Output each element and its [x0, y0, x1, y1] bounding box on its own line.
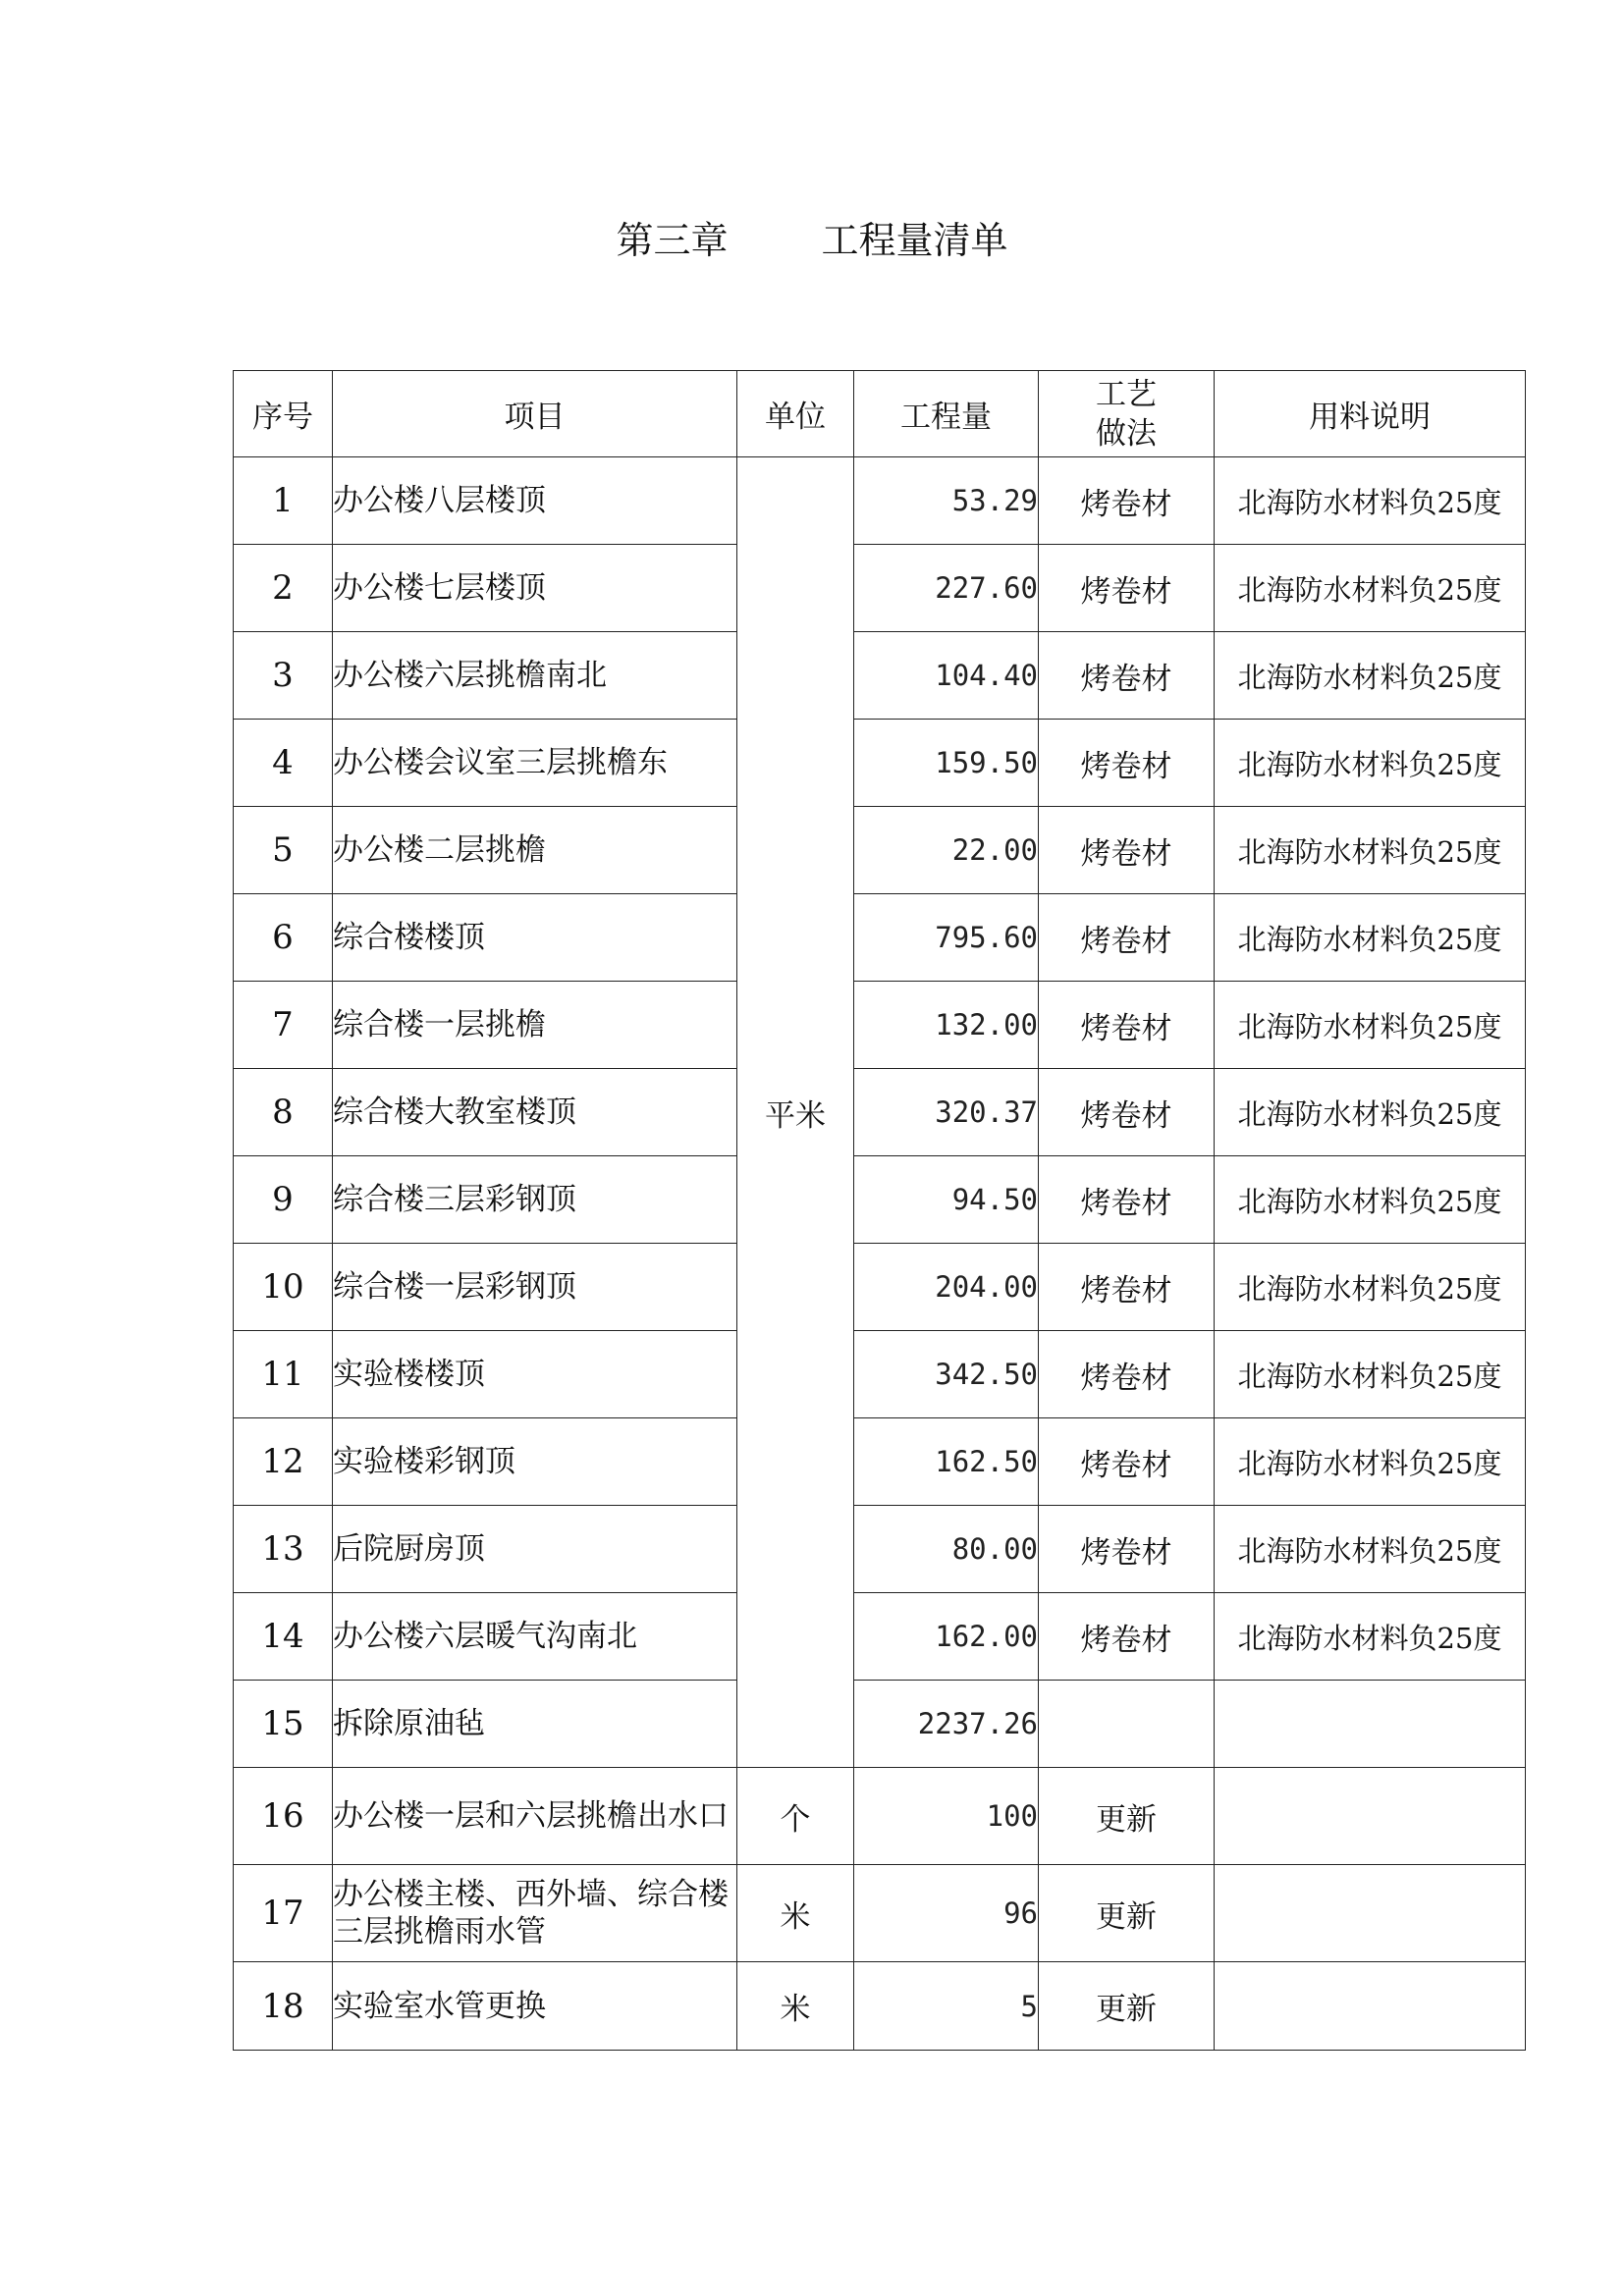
row-no: 14: [234, 1593, 333, 1681]
row-item: 实验楼楼顶: [333, 1331, 737, 1418]
row-no: 11: [234, 1331, 333, 1418]
row-no: 17: [234, 1865, 333, 1962]
row-method: 烤卷材: [1039, 1506, 1215, 1593]
row-item: 综合楼大教室楼顶: [333, 1069, 737, 1156]
row-note: 北海防水材料负25度: [1215, 894, 1526, 982]
header-unit: 单位: [737, 371, 854, 457]
row-item: 办公楼主楼、西外墙、综合楼三层挑檐雨水管: [333, 1865, 737, 1962]
row-note: 北海防水材料负25度: [1215, 1331, 1526, 1418]
header-quantity: 工程量: [854, 371, 1039, 457]
table-row: [234, 1506, 1526, 1593]
row-quantity: 132.00: [854, 982, 1039, 1069]
table-row: [234, 1768, 1526, 1865]
merged-unit-cell: 平米: [737, 457, 854, 1768]
row-quantity: 2237.26: [854, 1681, 1039, 1768]
table-row: [234, 720, 1526, 807]
row-no: 16: [234, 1768, 333, 1865]
table-row: [234, 545, 1526, 632]
row-no: 13: [234, 1506, 333, 1593]
bill-of-quantities-table: [233, 370, 1526, 2051]
row-item: 办公楼六层暖气沟南北: [333, 1593, 737, 1681]
chapter-name: 工程量清单: [821, 219, 1008, 262]
row-note: 北海防水材料负25度: [1215, 457, 1526, 545]
page-title: [0, 211, 1624, 270]
table-row: [234, 1244, 1526, 1331]
row-method: 烤卷材: [1039, 545, 1215, 632]
row-note: 北海防水材料负25度: [1215, 1593, 1526, 1681]
table-row: [234, 1681, 1526, 1768]
chapter-label: 第三章: [616, 219, 729, 262]
row-method: 烤卷材: [1039, 1593, 1215, 1681]
row-no: 15: [234, 1681, 333, 1768]
row-method: [1039, 1681, 1215, 1768]
row-note: [1215, 1962, 1526, 2051]
row-no: 4: [234, 720, 333, 807]
row-note: 北海防水材料负25度: [1215, 1506, 1526, 1593]
row-quantity: 53.29: [854, 457, 1039, 545]
row-item: 办公楼一层和六层挑檐出水口: [333, 1768, 737, 1865]
table-row: [234, 894, 1526, 982]
row-method: 烤卷材: [1039, 1331, 1215, 1418]
row-no: 2: [234, 545, 333, 632]
row-item: 综合楼一层彩钢顶: [333, 1244, 737, 1331]
row-quantity: 5: [854, 1962, 1039, 2051]
row-method: 烤卷材: [1039, 982, 1215, 1069]
table-row: [234, 1962, 1526, 2051]
row-item: 后院厨房顶: [333, 1506, 737, 1593]
table-row: [234, 1593, 1526, 1681]
row-item: 综合楼三层彩钢顶: [333, 1156, 737, 1244]
row-method: 烤卷材: [1039, 1069, 1215, 1156]
row-quantity: 100: [854, 1768, 1039, 1865]
row-unit: 米: [737, 1865, 854, 1962]
row-no: 1: [234, 457, 333, 545]
row-unit: 米: [737, 1962, 854, 2051]
row-method: 更新: [1039, 1768, 1215, 1865]
row-no: 3: [234, 632, 333, 720]
table-row: [234, 1331, 1526, 1418]
table-row: [234, 807, 1526, 894]
row-quantity: 320.37: [854, 1069, 1039, 1156]
row-quantity: 162.00: [854, 1593, 1039, 1681]
row-method: 更新: [1039, 1865, 1215, 1962]
row-quantity: 795.60: [854, 894, 1039, 982]
row-method: 烤卷材: [1039, 1244, 1215, 1331]
row-item: 综合楼一层挑檐: [333, 982, 737, 1069]
row-no: 8: [234, 1069, 333, 1156]
row-no: 12: [234, 1418, 333, 1506]
row-quantity: 80.00: [854, 1506, 1039, 1593]
row-quantity: 104.40: [854, 632, 1039, 720]
table-row: [234, 1418, 1526, 1506]
row-no: 5: [234, 807, 333, 894]
row-no: 6: [234, 894, 333, 982]
row-method: 更新: [1039, 1962, 1215, 2051]
row-note: 北海防水材料负25度: [1215, 982, 1526, 1069]
row-method: 烤卷材: [1039, 1418, 1215, 1506]
header-method-line1: 工艺: [1096, 376, 1157, 412]
row-unit: 个: [737, 1768, 854, 1865]
row-quantity: 162.50: [854, 1418, 1039, 1506]
table-row: [234, 1069, 1526, 1156]
table-header-row: [234, 371, 1526, 457]
row-note: [1215, 1681, 1526, 1768]
row-note: 北海防水材料负25度: [1215, 545, 1526, 632]
row-item: 实验室水管更换: [333, 1962, 737, 2051]
row-item: 办公楼七层楼顶: [333, 545, 737, 632]
row-method: 烤卷材: [1039, 807, 1215, 894]
table-row: [234, 457, 1526, 545]
row-item: 办公楼八层楼顶: [333, 457, 737, 545]
row-note: 北海防水材料负25度: [1215, 1418, 1526, 1506]
header-method: [1039, 371, 1215, 457]
row-item: 综合楼楼顶: [333, 894, 737, 982]
row-no: 7: [234, 982, 333, 1069]
row-quantity: 22.00: [854, 807, 1039, 894]
row-quantity: 96: [854, 1865, 1039, 1962]
row-item: 实验楼彩钢顶: [333, 1418, 737, 1506]
row-method: 烤卷材: [1039, 720, 1215, 807]
row-note: 北海防水材料负25度: [1215, 1244, 1526, 1331]
table-row: [234, 1865, 1526, 1962]
row-item: 拆除原油毡: [333, 1681, 737, 1768]
table-row: [234, 1156, 1526, 1244]
row-quantity: 342.50: [854, 1331, 1039, 1418]
header-method-line2: 做法: [1096, 415, 1157, 452]
table-row: [234, 982, 1526, 1069]
table-row: [234, 632, 1526, 720]
row-method: 烤卷材: [1039, 457, 1215, 545]
header-note: 用料说明: [1215, 371, 1526, 457]
row-note: [1215, 1865, 1526, 1962]
row-note: 北海防水材料负25度: [1215, 1069, 1526, 1156]
row-note: 北海防水材料负25度: [1215, 632, 1526, 720]
row-item: 办公楼六层挑檐南北: [333, 632, 737, 720]
row-item: 办公楼二层挑檐: [333, 807, 737, 894]
row-quantity: 204.00: [854, 1244, 1039, 1331]
row-quantity: 94.50: [854, 1156, 1039, 1244]
row-method: 烤卷材: [1039, 1156, 1215, 1244]
row-quantity: 227.60: [854, 545, 1039, 632]
row-note: [1215, 1768, 1526, 1865]
header-no: 序号: [234, 371, 333, 457]
row-note: 北海防水材料负25度: [1215, 720, 1526, 807]
row-no: 18: [234, 1962, 333, 2051]
row-method: 烤卷材: [1039, 894, 1215, 982]
row-method: 烤卷材: [1039, 632, 1215, 720]
row-no: 10: [234, 1244, 333, 1331]
row-item: 办公楼会议室三层挑檐东: [333, 720, 737, 807]
header-item: 项目: [333, 371, 737, 457]
row-quantity: 159.50: [854, 720, 1039, 807]
row-no: 9: [234, 1156, 333, 1244]
row-note: 北海防水材料负25度: [1215, 807, 1526, 894]
row-note: 北海防水材料负25度: [1215, 1156, 1526, 1244]
